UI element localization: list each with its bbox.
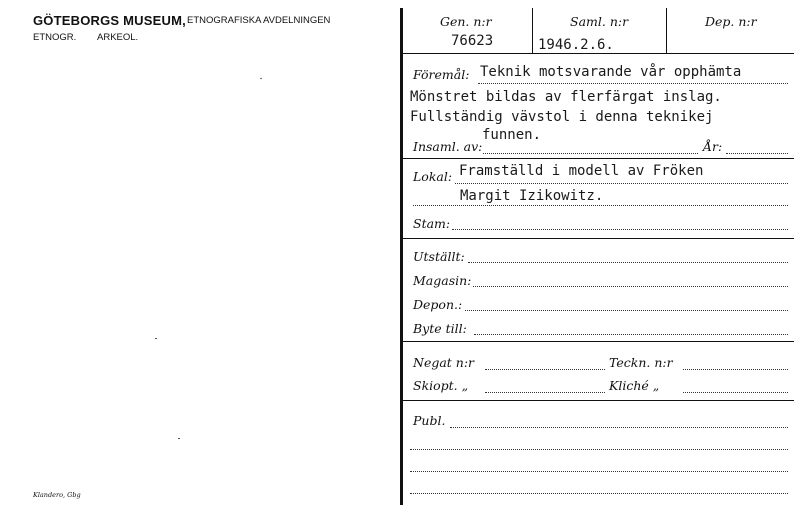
gen-nr-value: 76623	[451, 33, 494, 49]
ar-label: År:	[703, 139, 723, 154]
paper-speck	[155, 338, 157, 339]
lokal-dotted-line-2	[413, 205, 788, 206]
sub-etnogr: ETNOGR.	[33, 32, 77, 43]
saml-nr-label: Saml. n:r	[570, 14, 629, 29]
foremal-text-4: funnen.	[482, 127, 542, 143]
lokal-dotted-line	[455, 183, 788, 184]
magasin-dotted-line	[473, 286, 788, 287]
rule-after-stam	[402, 238, 794, 239]
foremal-dotted-line	[478, 83, 788, 84]
stam-dotted-line	[452, 229, 788, 230]
depon-label: Depon.:	[413, 297, 463, 312]
header-divider-1	[532, 8, 533, 53]
lokal-text-1: Framställd i modell av Fröken	[459, 163, 704, 179]
publ-dotted-line-1	[450, 427, 788, 428]
foremal-text-1: Teknik motsvarande vår opphämta	[480, 64, 742, 80]
byte-till-label: Byte till:	[413, 321, 467, 336]
rule-after-insaml	[402, 158, 794, 159]
insaml-dotted-line	[483, 153, 698, 154]
publ-dotted-line-2	[410, 449, 788, 450]
negat-dotted-line	[485, 369, 605, 370]
paper-speck	[260, 78, 262, 80]
rule-after-kliche	[402, 400, 794, 401]
magasin-label: Magasin:	[413, 273, 472, 288]
header-divider-2	[666, 8, 667, 53]
header-bottom-rule	[402, 53, 794, 54]
publ-label: Publ.	[413, 413, 446, 428]
gen-nr-label: Gen. n:r	[440, 14, 492, 29]
byte-till-dotted-line	[474, 334, 788, 335]
department-name: ETNOGRAFISKA AVDELNINGEN	[187, 15, 331, 26]
skiopt-dotted-line	[485, 392, 605, 393]
foremal-text-2: Mönstret bildas av flerfärgat inslag.	[410, 89, 722, 105]
skiopt-label: Skiopt. „	[413, 378, 469, 393]
publ-dotted-line-3	[410, 471, 788, 472]
sub-arkeol: ARKEOL.	[97, 32, 139, 43]
dep-nr-label: Dep. n:r	[705, 14, 757, 29]
stam-label: Stam:	[413, 216, 451, 231]
foremal-label: Föremål:	[413, 67, 470, 82]
teckn-dotted-line	[683, 369, 788, 370]
utstallt-dotted-line	[468, 262, 788, 263]
kliche-dotted-line	[683, 392, 788, 393]
paper-speck	[178, 438, 180, 439]
utstallt-label: Utställt:	[413, 249, 465, 264]
insaml-label: Insaml. av:	[413, 139, 483, 154]
negat-nr-label: Negat n:r	[413, 355, 475, 370]
ar-dotted-line	[726, 153, 788, 154]
rule-after-byte	[402, 341, 794, 342]
depon-dotted-line	[465, 310, 788, 311]
printer-imprint: Klandero, Gbg	[33, 491, 81, 499]
teckn-nr-label: Teckn. n:r	[609, 355, 673, 370]
saml-nr-value: 1946.2.6.	[538, 37, 614, 53]
museum-name: GÖTEBORGS MUSEUM,	[33, 13, 186, 28]
kliche-label: Kliché „	[609, 378, 660, 393]
foremal-text-3: Fullständig vävstol i denna teknikej	[410, 109, 714, 125]
publ-dotted-line-4	[410, 493, 788, 494]
lokal-label: Lokal:	[413, 169, 453, 184]
card-left-border	[400, 8, 403, 505]
lokal-text-2: Margit Izikowitz.	[460, 188, 604, 204]
